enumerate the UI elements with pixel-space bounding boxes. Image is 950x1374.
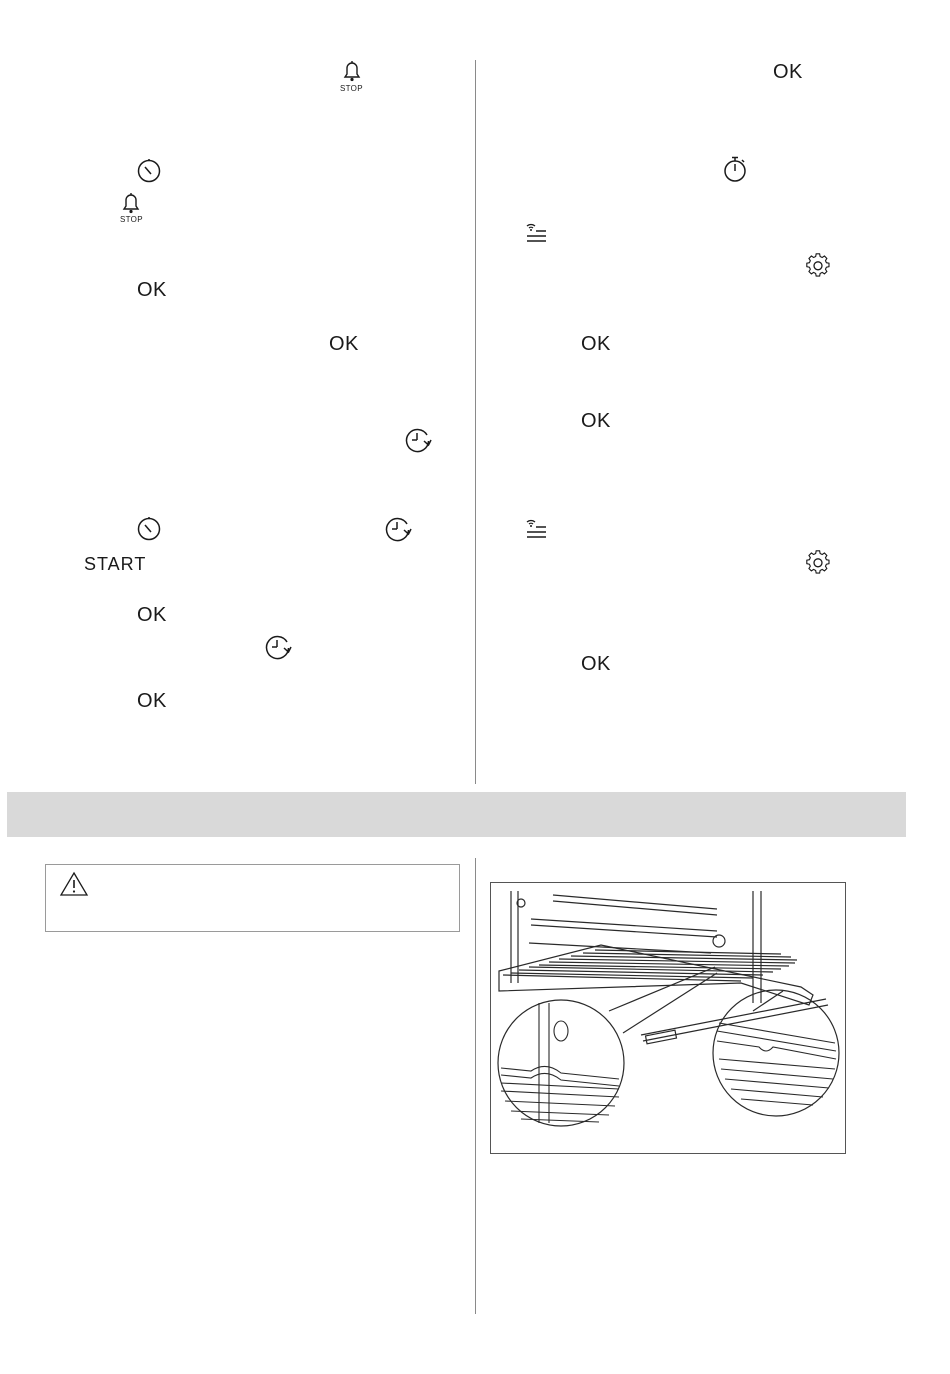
column-divider-top bbox=[475, 60, 476, 784]
warning-triangle-icon bbox=[59, 871, 89, 897]
ok-button-label: OK bbox=[137, 604, 167, 626]
column-divider-bottom bbox=[475, 858, 476, 1314]
ok-button-label: OK bbox=[581, 333, 611, 355]
ok-button-label: OK bbox=[581, 653, 611, 675]
options-menu-icon bbox=[524, 517, 548, 541]
ok-button-label: OK bbox=[773, 61, 803, 83]
cooking-time-icon bbox=[136, 515, 162, 541]
ok-button-label: OK bbox=[137, 279, 167, 301]
gear-icon bbox=[805, 253, 831, 279]
cooking-time-icon bbox=[136, 157, 162, 183]
options-menu-icon bbox=[524, 221, 548, 245]
warning-box bbox=[45, 864, 460, 932]
oven-shelf-illustration bbox=[490, 882, 846, 1154]
bell-icon bbox=[339, 58, 365, 82]
ok-button-label: OK bbox=[581, 410, 611, 432]
ok-button-label: OK bbox=[329, 333, 359, 355]
section-header-band bbox=[7, 792, 906, 837]
stop-label: STOP bbox=[340, 84, 363, 93]
end-time-icon bbox=[384, 515, 412, 543]
stop-label: STOP bbox=[120, 215, 143, 224]
end-time-icon bbox=[264, 633, 292, 661]
gear-icon bbox=[805, 550, 831, 576]
end-time-icon bbox=[404, 426, 432, 454]
ok-button-label: OK bbox=[137, 690, 167, 712]
start-button-label: START bbox=[84, 554, 147, 574]
stopwatch-icon bbox=[721, 154, 749, 184]
bell-icon bbox=[118, 190, 144, 214]
